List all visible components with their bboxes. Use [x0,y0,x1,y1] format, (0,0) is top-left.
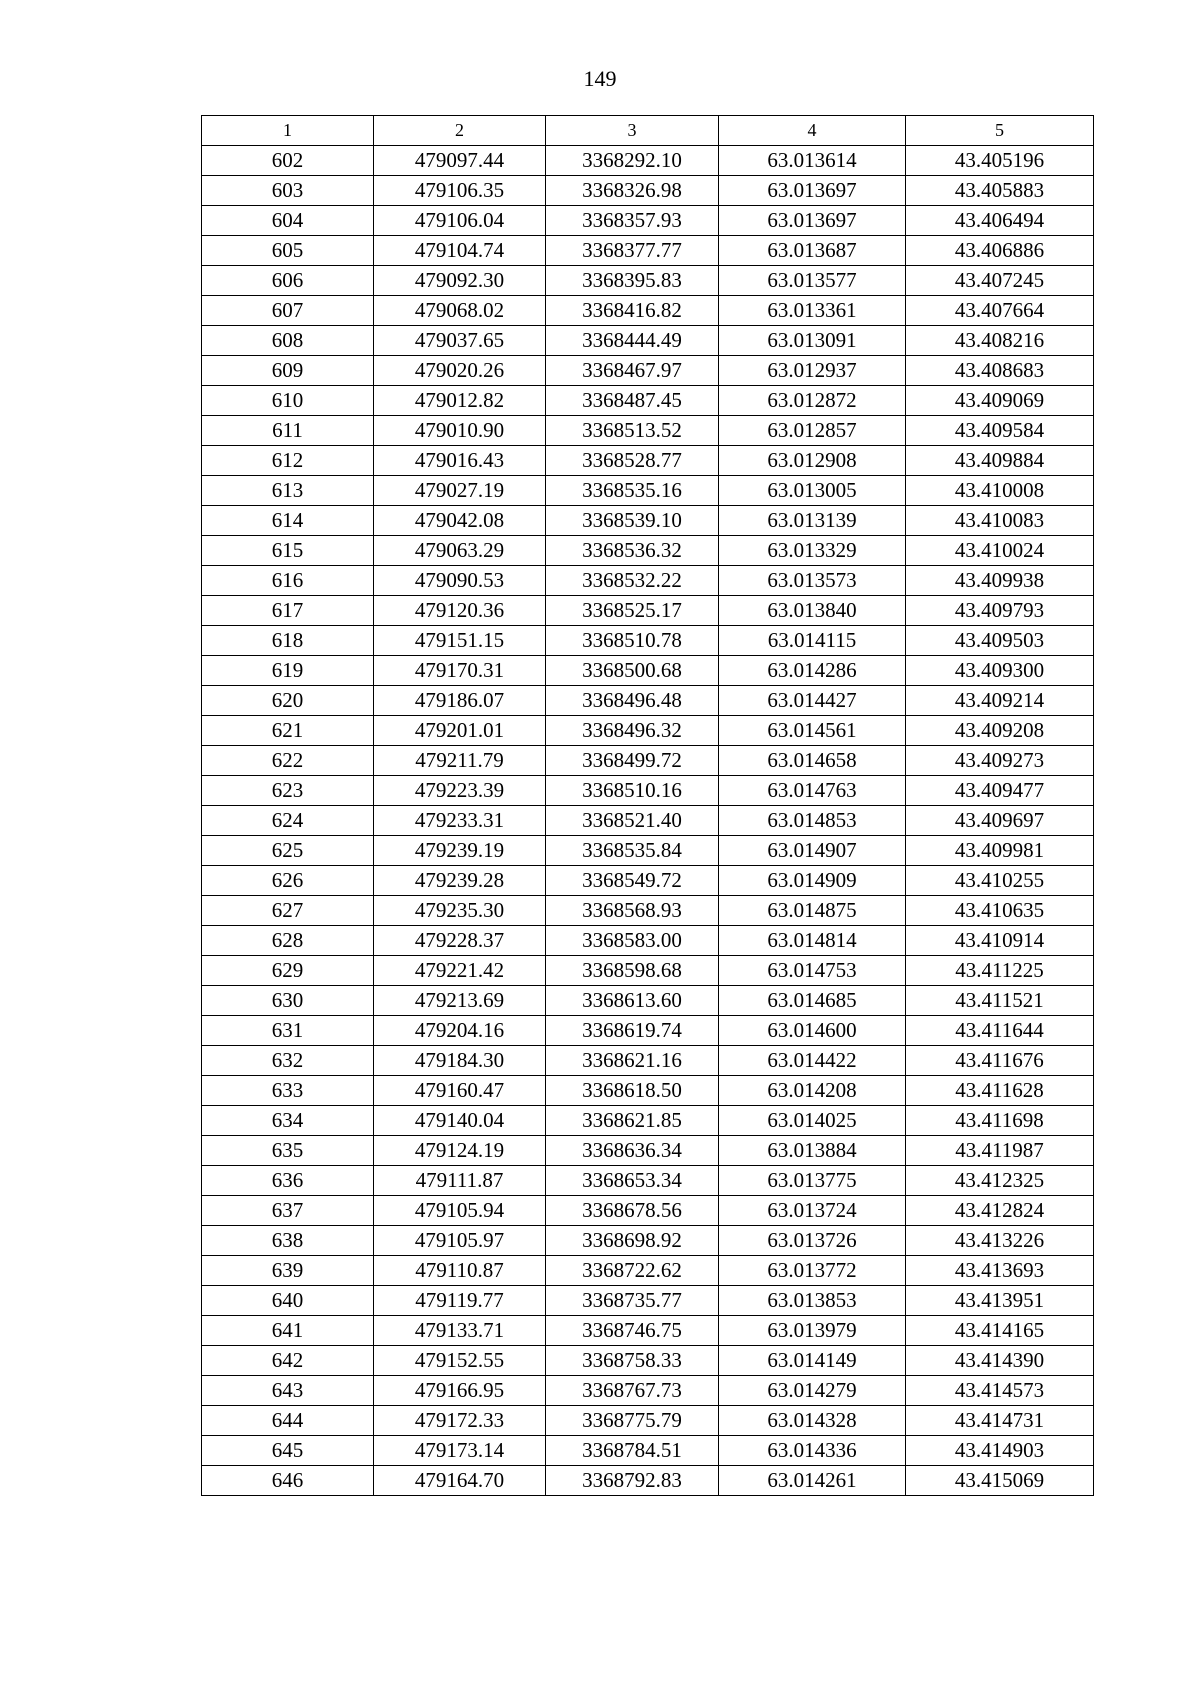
table-cell: 479239.28 [374,866,546,896]
table-cell: 63.014279 [719,1376,906,1406]
table-cell: 479110.87 [374,1256,546,1286]
table-cell: 3368521.40 [546,806,719,836]
table-row [202,1436,1094,1466]
table-cell: 43.411628 [906,1076,1094,1106]
table-cell: 479016.43 [374,446,546,476]
table-cell: 3368583.00 [546,926,719,956]
table-cell: 3368510.16 [546,776,719,806]
table-cell: 43.410024 [906,536,1094,566]
table-cell: 631 [202,1016,374,1046]
table-cell: 3368416.82 [546,296,719,326]
table-cell: 43.413226 [906,1226,1094,1256]
table-row [202,626,1094,656]
table-cell: 3368528.77 [546,446,719,476]
table-cell: 479090.53 [374,566,546,596]
table-cell: 479239.19 [374,836,546,866]
table-row [202,1466,1094,1496]
table-cell: 618 [202,626,374,656]
table-cell: 479063.29 [374,536,546,566]
table-cell: 479042.08 [374,506,546,536]
table-cell: 3368613.60 [546,986,719,1016]
table-row [202,1256,1094,1286]
table-cell: 63.013853 [719,1286,906,1316]
table-cell: 479151.15 [374,626,546,656]
table-cell: 63.013775 [719,1166,906,1196]
table-cell: 63.012937 [719,356,906,386]
table-cell: 479124.19 [374,1136,546,1166]
table-cell: 630 [202,986,374,1016]
table-cell: 43.411987 [906,1136,1094,1166]
table-cell: 3368444.49 [546,326,719,356]
table-cell: 63.014336 [719,1436,906,1466]
table-cell: 641 [202,1316,374,1346]
table-cell: 479166.95 [374,1376,546,1406]
table-row [202,1346,1094,1376]
table-cell: 43.411521 [906,986,1094,1016]
table-cell: 43.410635 [906,896,1094,926]
table-cell: 3368619.74 [546,1016,719,1046]
table-cell: 63.014149 [719,1346,906,1376]
table-cell: 43.413693 [906,1256,1094,1286]
table-cell: 43.411644 [906,1016,1094,1046]
table-cell: 63.013687 [719,236,906,266]
table-cell: 43.410083 [906,506,1094,536]
table-cell: 43.414573 [906,1376,1094,1406]
table-row [202,956,1094,986]
table-cell: 636 [202,1166,374,1196]
table-cell: 479211.79 [374,746,546,776]
table-cell: 43.410255 [906,866,1094,896]
table-cell: 479223.39 [374,776,546,806]
table-cell: 479186.07 [374,686,546,716]
table-cell: 479173.14 [374,1436,546,1466]
table-header-row [202,116,1094,146]
table-row [202,566,1094,596]
table-cell: 43.414390 [906,1346,1094,1376]
table-cell: 632 [202,1046,374,1076]
table-cell: 43.408216 [906,326,1094,356]
table-cell: 3368496.32 [546,716,719,746]
table-row [202,536,1094,566]
table-cell: 3368621.16 [546,1046,719,1076]
coordinates-table [201,115,1094,1496]
table-cell: 43.409069 [906,386,1094,416]
table-cell: 3368525.17 [546,596,719,626]
table-cell: 479172.33 [374,1406,546,1436]
table-cell: 633 [202,1076,374,1106]
table-cell: 479235.30 [374,896,546,926]
table-cell: 479092.30 [374,266,546,296]
table-cell: 625 [202,836,374,866]
column-header: 2 [374,116,546,146]
table-cell: 644 [202,1406,374,1436]
table-cell: 43.414165 [906,1316,1094,1346]
table-row [202,596,1094,626]
table-row [202,236,1094,266]
table-cell: 43.409793 [906,596,1094,626]
table-cell: 63.013724 [719,1196,906,1226]
table-row [202,776,1094,806]
table-cell: 3368532.22 [546,566,719,596]
table-cell: 3368618.50 [546,1076,719,1106]
table-cell: 63.014685 [719,986,906,1016]
table-cell: 479097.44 [374,146,546,176]
table-cell: 615 [202,536,374,566]
table-cell: 3368722.62 [546,1256,719,1286]
table-cell: 63.012857 [719,416,906,446]
table-cell: 3368500.68 [546,656,719,686]
table-cell: 3368678.56 [546,1196,719,1226]
table-row [202,416,1094,446]
table-cell: 43.414731 [906,1406,1094,1436]
table-cell: 3368395.83 [546,266,719,296]
table-cell: 63.014561 [719,716,906,746]
table-cell: 3368499.72 [546,746,719,776]
table-cell: 43.409300 [906,656,1094,686]
table-row [202,176,1094,206]
table-cell: 479020.26 [374,356,546,386]
table-row [202,866,1094,896]
column-header: 1 [202,116,374,146]
table-cell: 621 [202,716,374,746]
table-cell: 3368792.83 [546,1466,719,1496]
table-cell: 43.407664 [906,296,1094,326]
table-cell: 43.415069 [906,1466,1094,1496]
table-cell: 63.013772 [719,1256,906,1286]
table-cell: 479120.36 [374,596,546,626]
table-cell: 63.013573 [719,566,906,596]
table-row [202,896,1094,926]
table-cell: 3368510.78 [546,626,719,656]
table-cell: 627 [202,896,374,926]
table-cell: 63.013614 [719,146,906,176]
table-cell: 43.405883 [906,176,1094,206]
table-cell: 606 [202,266,374,296]
table-row [202,1076,1094,1106]
table-cell: 603 [202,176,374,206]
table-cell: 638 [202,1226,374,1256]
table-cell: 3368539.10 [546,506,719,536]
table-cell: 3368535.16 [546,476,719,506]
table-cell: 622 [202,746,374,776]
table-cell: 63.014763 [719,776,906,806]
table-row [202,1016,1094,1046]
table-row [202,1196,1094,1226]
table-cell: 63.012908 [719,446,906,476]
table-cell: 639 [202,1256,374,1286]
table-cell: 43.409884 [906,446,1094,476]
table-cell: 479184.30 [374,1046,546,1076]
table-cell: 3368357.93 [546,206,719,236]
table-cell: 605 [202,236,374,266]
table-cell: 63.013005 [719,476,906,506]
table-cell: 3368568.93 [546,896,719,926]
table-cell: 628 [202,926,374,956]
table-cell: 479105.94 [374,1196,546,1226]
table-cell: 63.013979 [719,1316,906,1346]
table-cell: 610 [202,386,374,416]
table-row [202,206,1094,236]
table-cell: 634 [202,1106,374,1136]
table-cell: 479164.70 [374,1466,546,1496]
table-cell: 43.409503 [906,626,1094,656]
table-row [202,296,1094,326]
table-cell: 611 [202,416,374,446]
table-cell: 63.014025 [719,1106,906,1136]
table-row [202,656,1094,686]
column-header: 3 [546,116,719,146]
table-row [202,326,1094,356]
table-cell: 63.012872 [719,386,906,416]
table-row [202,1286,1094,1316]
table-cell: 479170.31 [374,656,546,686]
table-cell: 3368326.98 [546,176,719,206]
table-cell: 3368621.85 [546,1106,719,1136]
table-cell: 43.410914 [906,926,1094,956]
table-row [202,686,1094,716]
table-cell: 63.014814 [719,926,906,956]
table-cell: 63.014658 [719,746,906,776]
table-cell: 43.410008 [906,476,1094,506]
table-cell: 479010.90 [374,416,546,446]
table-row [202,986,1094,1016]
table-cell: 479037.65 [374,326,546,356]
table-cell: 608 [202,326,374,356]
table-cell: 620 [202,686,374,716]
table-cell: 479012.82 [374,386,546,416]
table-cell: 63.014208 [719,1076,906,1106]
table-cell: 43.409477 [906,776,1094,806]
table-row [202,806,1094,836]
table-cell: 3368758.33 [546,1346,719,1376]
table-cell: 613 [202,476,374,506]
table-row [202,266,1094,296]
table-cell: 63.014853 [719,806,906,836]
table-cell: 43.409697 [906,806,1094,836]
table-cell: 616 [202,566,374,596]
table-cell: 63.014907 [719,836,906,866]
table-cell: 43.406494 [906,206,1094,236]
table-cell: 43.409584 [906,416,1094,446]
table-cell: 63.014600 [719,1016,906,1046]
table-row [202,146,1094,176]
table-cell: 624 [202,806,374,836]
table-cell: 479104.74 [374,236,546,266]
table-cell: 63.014422 [719,1046,906,1076]
table-cell: 43.408683 [906,356,1094,386]
table-cell: 479233.31 [374,806,546,836]
table-cell: 63.014115 [719,626,906,656]
table-row [202,506,1094,536]
table-row [202,746,1094,776]
table-cell: 626 [202,866,374,896]
table-cell: 63.013577 [719,266,906,296]
table-cell: 63.014427 [719,686,906,716]
table-cell: 607 [202,296,374,326]
column-header: 4 [719,116,906,146]
table-cell: 63.014875 [719,896,906,926]
table-cell: 3368377.77 [546,236,719,266]
table-cell: 602 [202,146,374,176]
table-cell: 3368735.77 [546,1286,719,1316]
table-cell: 479106.04 [374,206,546,236]
table-cell: 43.411225 [906,956,1094,986]
table-cell: 3368292.10 [546,146,719,176]
table-cell: 3368653.34 [546,1166,719,1196]
table-cell: 43.409214 [906,686,1094,716]
table-cell: 643 [202,1376,374,1406]
table-cell: 640 [202,1286,374,1316]
table-cell: 3368636.34 [546,1136,719,1166]
table-body [202,146,1094,1496]
table-row [202,1106,1094,1136]
table-cell: 43.406886 [906,236,1094,266]
table-cell: 63.013329 [719,536,906,566]
table-cell: 479213.69 [374,986,546,1016]
table-cell: 3368549.72 [546,866,719,896]
table-row [202,1226,1094,1256]
table-row [202,446,1094,476]
table-cell: 43.409981 [906,836,1094,866]
table-cell: 612 [202,446,374,476]
table-cell: 43.405196 [906,146,1094,176]
table-cell: 479221.42 [374,956,546,986]
table-cell: 614 [202,506,374,536]
table-cell: 479140.04 [374,1106,546,1136]
table-cell: 63.013697 [719,206,906,236]
table-cell: 63.013361 [719,296,906,326]
table-row [202,476,1094,506]
table-cell: 617 [202,596,374,626]
table-row [202,356,1094,386]
table-cell: 619 [202,656,374,686]
page-number: 149 [583,66,617,91]
table-cell: 635 [202,1136,374,1166]
table-row [202,926,1094,956]
table-cell: 43.414903 [906,1436,1094,1466]
table-row [202,1316,1094,1346]
table-cell: 3368598.68 [546,956,719,986]
table-cell: 604 [202,206,374,236]
table-cell: 479201.01 [374,716,546,746]
table-cell: 637 [202,1196,374,1226]
table-cell: 63.014286 [719,656,906,686]
table-cell: 63.014909 [719,866,906,896]
table-cell: 479027.19 [374,476,546,506]
table-cell: 63.014328 [719,1406,906,1436]
table-cell: 3368746.75 [546,1316,719,1346]
table-cell: 3368496.48 [546,686,719,716]
table-cell: 63.014261 [719,1466,906,1496]
table-cell: 63.014753 [719,956,906,986]
table-cell: 3368775.79 [546,1406,719,1436]
table-cell: 63.013726 [719,1226,906,1256]
table-row [202,1046,1094,1076]
table-cell: 43.412824 [906,1196,1094,1226]
table-cell: 63.013840 [719,596,906,626]
table-cell: 479105.97 [374,1226,546,1256]
table-cell: 479068.02 [374,296,546,326]
table-cell: 479152.55 [374,1346,546,1376]
table-cell: 3368513.52 [546,416,719,446]
table-cell: 43.409938 [906,566,1094,596]
column-header: 5 [906,116,1094,146]
table-row [202,716,1094,746]
table-cell: 43.413951 [906,1286,1094,1316]
table-cell: 646 [202,1466,374,1496]
table-cell: 63.013884 [719,1136,906,1166]
table-row [202,836,1094,866]
table-cell: 479111.87 [374,1166,546,1196]
table-cell: 63.013139 [719,506,906,536]
table-cell: 609 [202,356,374,386]
table-cell: 43.409208 [906,716,1094,746]
table-cell: 3368536.32 [546,536,719,566]
table-cell: 63.013091 [719,326,906,356]
table-cell: 479106.35 [374,176,546,206]
table-cell: 43.409273 [906,746,1094,776]
table-cell: 3368487.45 [546,386,719,416]
table-cell: 623 [202,776,374,806]
table-cell: 3368535.84 [546,836,719,866]
table-cell: 645 [202,1436,374,1466]
table-cell: 479133.71 [374,1316,546,1346]
table-cell: 479228.37 [374,926,546,956]
table-cell: 43.411698 [906,1106,1094,1136]
table-cell: 43.412325 [906,1166,1094,1196]
table-cell: 3368698.92 [546,1226,719,1256]
table-row [202,1376,1094,1406]
table-row [202,1406,1094,1436]
table-cell: 479204.16 [374,1016,546,1046]
table-cell: 3368767.73 [546,1376,719,1406]
table-row [202,1136,1094,1166]
table-cell: 63.013697 [719,176,906,206]
table-cell: 43.411676 [906,1046,1094,1076]
table-cell: 642 [202,1346,374,1376]
table-cell: 479160.47 [374,1076,546,1106]
table-cell: 43.407245 [906,266,1094,296]
table-cell: 3368784.51 [546,1436,719,1466]
table-cell: 479119.77 [374,1286,546,1316]
table-row [202,1166,1094,1196]
table-cell: 629 [202,956,374,986]
table-row [202,386,1094,416]
table-cell: 3368467.97 [546,356,719,386]
